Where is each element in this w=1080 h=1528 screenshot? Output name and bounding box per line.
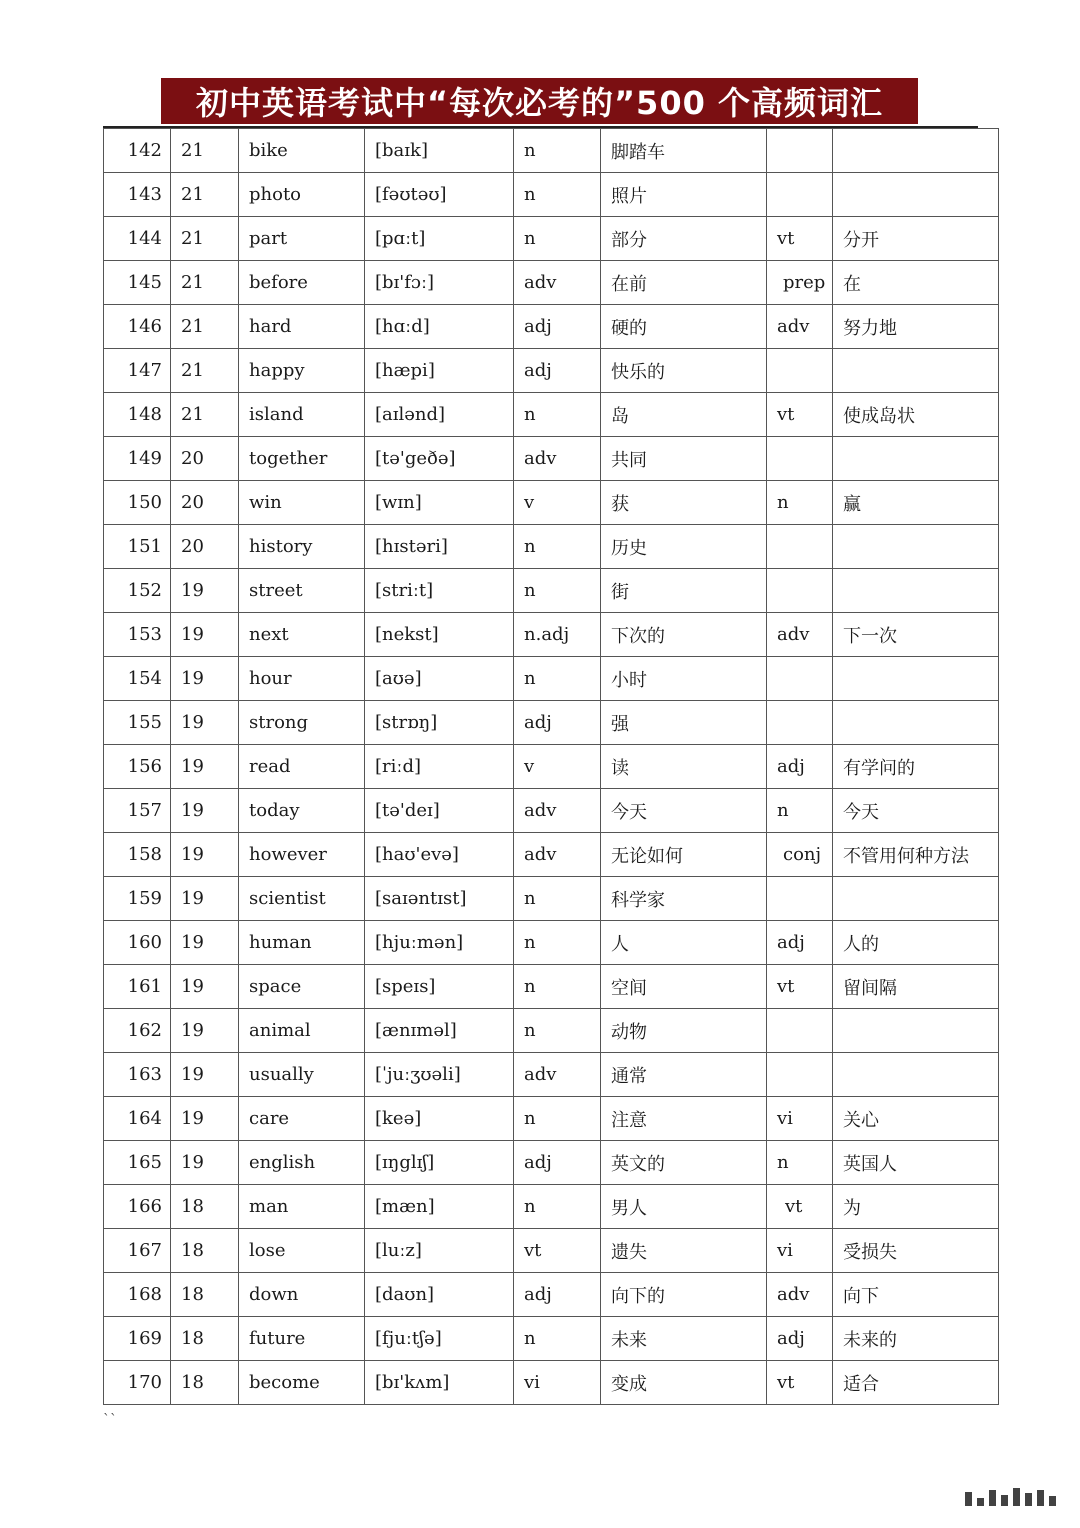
frequency-cell: 20 xyxy=(171,525,239,569)
part-of-speech-2-cell: vt xyxy=(767,217,833,261)
frequency-cell: 18 xyxy=(171,1361,239,1405)
phonetic-cell: [aɪlənd] xyxy=(365,393,514,437)
word-cell: island xyxy=(239,393,365,437)
word-cell: hard xyxy=(239,305,365,349)
row-number: 147 xyxy=(104,349,171,393)
word-cell: today xyxy=(239,789,365,833)
frequency-cell: 19 xyxy=(171,1141,239,1185)
row-number: 169 xyxy=(104,1317,171,1361)
row-number: 152 xyxy=(104,569,171,613)
phonetic-cell: [fəʊtəʊ] xyxy=(365,173,514,217)
part-of-speech-cell: adj xyxy=(514,701,601,745)
meaning-2-cell xyxy=(833,129,999,173)
meaning-cell: 街 xyxy=(601,569,767,613)
vocabulary-table-body xyxy=(104,129,999,1405)
meaning-cell: 脚踏车 xyxy=(601,129,767,173)
word-cell: street xyxy=(239,569,365,613)
frequency-cell: 21 xyxy=(171,393,239,437)
frequency-cell: 21 xyxy=(171,173,239,217)
row-number: 144 xyxy=(104,217,171,261)
word-cell: before xyxy=(239,261,365,305)
word-cell: future xyxy=(239,1317,365,1361)
row-number: 157 xyxy=(104,789,171,833)
word-cell: win xyxy=(239,481,365,525)
meaning-2-cell: 不管用何种方法 xyxy=(833,833,999,877)
part-of-speech-2-cell xyxy=(767,437,833,481)
part-of-speech-cell: adv xyxy=(514,789,601,833)
meaning-cell: 共同 xyxy=(601,437,767,481)
row-number: 168 xyxy=(104,1273,171,1317)
row-number: 150 xyxy=(104,481,171,525)
part-of-speech-cell: adj xyxy=(514,1273,601,1317)
part-of-speech-2-cell xyxy=(767,129,833,173)
table-row xyxy=(104,1097,999,1141)
table-row xyxy=(104,1053,999,1097)
frequency-cell: 19 xyxy=(171,1009,239,1053)
meaning-cell: 获 xyxy=(601,481,767,525)
part-of-speech-cell: adv xyxy=(514,833,601,877)
meaning-cell: 读 xyxy=(601,745,767,789)
meaning-2-cell: 有学问的 xyxy=(833,745,999,789)
phonetic-cell: [hæpi] xyxy=(365,349,514,393)
meaning-2-cell: 关心 xyxy=(833,1097,999,1141)
meaning-cell: 英文的 xyxy=(601,1141,767,1185)
phonetic-cell: [keə] xyxy=(365,1097,514,1141)
phonetic-cell: [mæn] xyxy=(365,1185,514,1229)
part-of-speech-cell: n xyxy=(514,1009,601,1053)
word-cell: photo xyxy=(239,173,365,217)
part-of-speech-cell: v xyxy=(514,481,601,525)
frequency-cell: 20 xyxy=(171,437,239,481)
meaning-2-cell xyxy=(833,349,999,393)
row-number: 159 xyxy=(104,877,171,921)
meaning-cell: 岛 xyxy=(601,393,767,437)
row-number: 143 xyxy=(104,173,171,217)
meaning-cell: 历史 xyxy=(601,525,767,569)
watermark-logo xyxy=(965,1488,1056,1506)
meaning-2-cell: 未来的 xyxy=(833,1317,999,1361)
meaning-2-cell: 使成岛状 xyxy=(833,393,999,437)
table-row xyxy=(104,1009,999,1053)
meaning-cell: 快乐的 xyxy=(601,349,767,393)
frequency-cell: 19 xyxy=(171,657,239,701)
part-of-speech-cell: n xyxy=(514,657,601,701)
meaning-2-cell xyxy=(833,701,999,745)
meaning-cell: 注意 xyxy=(601,1097,767,1141)
meaning-2-cell: 留间隔 xyxy=(833,965,999,1009)
phonetic-cell: [bɪ'kʌm] xyxy=(365,1361,514,1405)
meaning-2-cell xyxy=(833,877,999,921)
meaning-cell: 硬的 xyxy=(601,305,767,349)
phonetic-cell: [ɪŋglɪʃ] xyxy=(365,1141,514,1185)
phonetic-cell: [strɒŋ] xyxy=(365,701,514,745)
row-number: 146 xyxy=(104,305,171,349)
meaning-cell: 科学家 xyxy=(601,877,767,921)
word-cell: strong xyxy=(239,701,365,745)
frequency-cell: 19 xyxy=(171,1097,239,1141)
meaning-cell: 强 xyxy=(601,701,767,745)
phonetic-cell: [hɑːd] xyxy=(365,305,514,349)
word-cell: down xyxy=(239,1273,365,1317)
row-number: 156 xyxy=(104,745,171,789)
meaning-2-cell xyxy=(833,657,999,701)
meaning-cell: 小时 xyxy=(601,657,767,701)
part-of-speech-2-cell xyxy=(767,701,833,745)
part-of-speech-2-cell: vt xyxy=(767,965,833,1009)
part-of-speech-cell: n xyxy=(514,965,601,1009)
table-row xyxy=(104,965,999,1009)
part-of-speech-cell: n xyxy=(514,569,601,613)
phonetic-cell: [speɪs] xyxy=(365,965,514,1009)
part-of-speech-2-cell: n xyxy=(767,481,833,525)
part-of-speech-cell: v xyxy=(514,745,601,789)
part-of-speech-cell: n xyxy=(514,1317,601,1361)
table-row xyxy=(104,1185,999,1229)
table-row xyxy=(104,1317,999,1361)
part-of-speech-2-cell xyxy=(767,1053,833,1097)
part-of-speech-2-cell xyxy=(767,569,833,613)
row-number: 167 xyxy=(104,1229,171,1273)
frequency-cell: 19 xyxy=(171,1053,239,1097)
meaning-2-cell: 为 xyxy=(833,1185,999,1229)
table-row xyxy=(104,745,999,789)
row-number: 164 xyxy=(104,1097,171,1141)
table-row xyxy=(104,481,999,525)
word-cell: english xyxy=(239,1141,365,1185)
meaning-cell: 部分 xyxy=(601,217,767,261)
part-of-speech-cell: n xyxy=(514,525,601,569)
meaning-cell: 遗失 xyxy=(601,1229,767,1273)
meaning-cell: 无论如何 xyxy=(601,833,767,877)
phonetic-cell: [saɪəntɪst] xyxy=(365,877,514,921)
table-row xyxy=(104,129,999,173)
word-cell: animal xyxy=(239,1009,365,1053)
word-cell: care xyxy=(239,1097,365,1141)
phonetic-cell: [riːd] xyxy=(365,745,514,789)
table-row xyxy=(104,217,999,261)
phonetic-cell: [tə'deɪ] xyxy=(365,789,514,833)
part-of-speech-2-cell: n xyxy=(767,1141,833,1185)
part-of-speech-2-cell: adv xyxy=(767,1273,833,1317)
meaning-cell: 未来 xyxy=(601,1317,767,1361)
frequency-cell: 19 xyxy=(171,789,239,833)
meaning-2-cell: 努力地 xyxy=(833,305,999,349)
word-cell: become xyxy=(239,1361,365,1405)
table-row xyxy=(104,261,999,305)
meaning-cell: 下次的 xyxy=(601,613,767,657)
meaning-2-cell xyxy=(833,173,999,217)
part-of-speech-cell: adv xyxy=(514,261,601,305)
phonetic-cell: [baɪk] xyxy=(365,129,514,173)
frequency-cell: 19 xyxy=(171,701,239,745)
part-of-speech-2-cell xyxy=(767,1009,833,1053)
page-title: 初中英语考试中“每次必考的”500 个高频词汇 xyxy=(161,78,918,124)
meaning-cell: 动物 xyxy=(601,1009,767,1053)
table-row xyxy=(104,1273,999,1317)
word-cell: human xyxy=(239,921,365,965)
frequency-cell: 18 xyxy=(171,1229,239,1273)
part-of-speech-2-cell xyxy=(767,525,833,569)
table-row xyxy=(104,1229,999,1273)
part-of-speech-2-cell: vt xyxy=(767,1361,833,1405)
table-row xyxy=(104,877,999,921)
part-of-speech-2-cell: vt xyxy=(767,1185,833,1229)
table-row xyxy=(104,1141,999,1185)
frequency-cell: 21 xyxy=(171,305,239,349)
word-cell: next xyxy=(239,613,365,657)
meaning-2-cell: 分开 xyxy=(833,217,999,261)
meaning-2-cell: 受损失 xyxy=(833,1229,999,1273)
row-number: 142 xyxy=(104,129,171,173)
part-of-speech-cell: adv xyxy=(514,437,601,481)
row-number: 158 xyxy=(104,833,171,877)
part-of-speech-2-cell: vt xyxy=(767,393,833,437)
part-of-speech-2-cell: adv xyxy=(767,613,833,657)
meaning-2-cell: 在 xyxy=(833,261,999,305)
part-of-speech-2-cell: vi xyxy=(767,1229,833,1273)
part-of-speech-2-cell: adv xyxy=(767,305,833,349)
frequency-cell: 20 xyxy=(171,481,239,525)
row-number: 163 xyxy=(104,1053,171,1097)
row-number: 161 xyxy=(104,965,171,1009)
part-of-speech-2-cell: vi xyxy=(767,1097,833,1141)
part-of-speech-cell: vi xyxy=(514,1361,601,1405)
meaning-cell: 通常 xyxy=(601,1053,767,1097)
word-cell: history xyxy=(239,525,365,569)
meaning-2-cell xyxy=(833,1009,999,1053)
part-of-speech-cell: n xyxy=(514,173,601,217)
part-of-speech-cell: n xyxy=(514,129,601,173)
part-of-speech-2-cell: conj xyxy=(767,833,833,877)
phonetic-cell: [bɪ'fɔː] xyxy=(365,261,514,305)
row-number: 166 xyxy=(104,1185,171,1229)
meaning-2-cell: 适合 xyxy=(833,1361,999,1405)
frequency-cell: 19 xyxy=(171,745,239,789)
phonetic-cell: [hjuːmən] xyxy=(365,921,514,965)
row-number: 145 xyxy=(104,261,171,305)
meaning-cell: 向下的 xyxy=(601,1273,767,1317)
frequency-cell: 18 xyxy=(171,1185,239,1229)
table-row xyxy=(104,613,999,657)
frequency-cell: 18 xyxy=(171,1273,239,1317)
part-of-speech-cell: adj xyxy=(514,1141,601,1185)
part-of-speech-2-cell: adj xyxy=(767,921,833,965)
part-of-speech-2-cell: adj xyxy=(767,745,833,789)
part-of-speech-2-cell: adj xyxy=(767,1317,833,1361)
vocabulary-table xyxy=(103,128,999,1405)
phonetic-cell: [striːt] xyxy=(365,569,514,613)
word-cell: hour xyxy=(239,657,365,701)
meaning-2-cell: 赢 xyxy=(833,481,999,525)
meaning-2-cell xyxy=(833,437,999,481)
table-row xyxy=(104,173,999,217)
frequency-cell: 19 xyxy=(171,877,239,921)
phonetic-cell: [luːz] xyxy=(365,1229,514,1273)
word-cell: lose xyxy=(239,1229,365,1273)
meaning-2-cell: 英国人 xyxy=(833,1141,999,1185)
row-number: 151 xyxy=(104,525,171,569)
table-row xyxy=(104,349,999,393)
phonetic-cell: [fjuːtʃə] xyxy=(365,1317,514,1361)
frequency-cell: 18 xyxy=(171,1317,239,1361)
part-of-speech-cell: n xyxy=(514,1097,601,1141)
phonetic-cell: [pɑːt] xyxy=(365,217,514,261)
part-of-speech-cell: vt xyxy=(514,1229,601,1273)
phonetic-cell: [ænɪməl] xyxy=(365,1009,514,1053)
meaning-2-cell xyxy=(833,525,999,569)
meaning-cell: 空间 xyxy=(601,965,767,1009)
part-of-speech-2-cell: prep xyxy=(767,261,833,305)
phonetic-cell: [nekst] xyxy=(365,613,514,657)
word-cell: happy xyxy=(239,349,365,393)
meaning-cell: 照片 xyxy=(601,173,767,217)
word-cell: man xyxy=(239,1185,365,1229)
table-row xyxy=(104,657,999,701)
table-row xyxy=(104,789,999,833)
frequency-cell: 19 xyxy=(171,569,239,613)
part-of-speech-cell: n xyxy=(514,877,601,921)
row-number: 160 xyxy=(104,921,171,965)
meaning-2-cell xyxy=(833,569,999,613)
meaning-2-cell xyxy=(833,1053,999,1097)
phonetic-cell: [tə'geðə] xyxy=(365,437,514,481)
meaning-cell: 男人 xyxy=(601,1185,767,1229)
meaning-cell: 在前 xyxy=(601,261,767,305)
part-of-speech-cell: n xyxy=(514,921,601,965)
word-cell: space xyxy=(239,965,365,1009)
frequency-cell: 19 xyxy=(171,921,239,965)
part-of-speech-cell: n xyxy=(514,393,601,437)
part-of-speech-cell: adj xyxy=(514,349,601,393)
part-of-speech-cell: n.adj xyxy=(514,613,601,657)
part-of-speech-2-cell xyxy=(767,657,833,701)
table-row xyxy=(104,393,999,437)
row-number: 153 xyxy=(104,613,171,657)
meaning-cell: 今天 xyxy=(601,789,767,833)
frequency-cell: 21 xyxy=(171,349,239,393)
frequency-cell: 21 xyxy=(171,129,239,173)
word-cell: scientist xyxy=(239,877,365,921)
row-number: 148 xyxy=(104,393,171,437)
frequency-cell: 21 xyxy=(171,217,239,261)
meaning-2-cell: 向下 xyxy=(833,1273,999,1317)
row-number: 155 xyxy=(104,701,171,745)
word-cell: read xyxy=(239,745,365,789)
row-number: 170 xyxy=(104,1361,171,1405)
frequency-cell: 19 xyxy=(171,965,239,1009)
part-of-speech-2-cell: n xyxy=(767,789,833,833)
meaning-2-cell: 今天 xyxy=(833,789,999,833)
table-row xyxy=(104,525,999,569)
word-cell: usually xyxy=(239,1053,365,1097)
phonetic-cell: [hɪstəri] xyxy=(365,525,514,569)
part-of-speech-cell: adv xyxy=(514,1053,601,1097)
row-number: 165 xyxy=(104,1141,171,1185)
meaning-cell: 变成 xyxy=(601,1361,767,1405)
part-of-speech-2-cell xyxy=(767,349,833,393)
table-row xyxy=(104,569,999,613)
phonetic-cell: [ˈjuːʒʊəli] xyxy=(365,1053,514,1097)
frequency-cell: 21 xyxy=(171,261,239,305)
row-number: 162 xyxy=(104,1009,171,1053)
phonetic-cell: [daʊn] xyxy=(365,1273,514,1317)
meaning-2-cell: 人的 xyxy=(833,921,999,965)
table-row xyxy=(104,921,999,965)
table-row xyxy=(104,1361,999,1405)
frequency-cell: 19 xyxy=(171,833,239,877)
word-cell: however xyxy=(239,833,365,877)
part-of-speech-cell: adj xyxy=(514,305,601,349)
table-row xyxy=(104,305,999,349)
word-cell: together xyxy=(239,437,365,481)
footnote-mark: `` xyxy=(103,1412,117,1428)
part-of-speech-2-cell xyxy=(767,877,833,921)
frequency-cell: 19 xyxy=(171,613,239,657)
row-number: 149 xyxy=(104,437,171,481)
table-row xyxy=(104,833,999,877)
table-row xyxy=(104,701,999,745)
word-cell: bike xyxy=(239,129,365,173)
phonetic-cell: [aʊə] xyxy=(365,657,514,701)
meaning-cell: 人 xyxy=(601,921,767,965)
row-number: 154 xyxy=(104,657,171,701)
part-of-speech-cell: n xyxy=(514,217,601,261)
meaning-2-cell: 下一次 xyxy=(833,613,999,657)
part-of-speech-cell: n xyxy=(514,1185,601,1229)
word-cell: part xyxy=(239,217,365,261)
part-of-speech-2-cell xyxy=(767,173,833,217)
table-row xyxy=(104,437,999,481)
phonetic-cell: [wɪn] xyxy=(365,481,514,525)
phonetic-cell: [haʊ'evə] xyxy=(365,833,514,877)
